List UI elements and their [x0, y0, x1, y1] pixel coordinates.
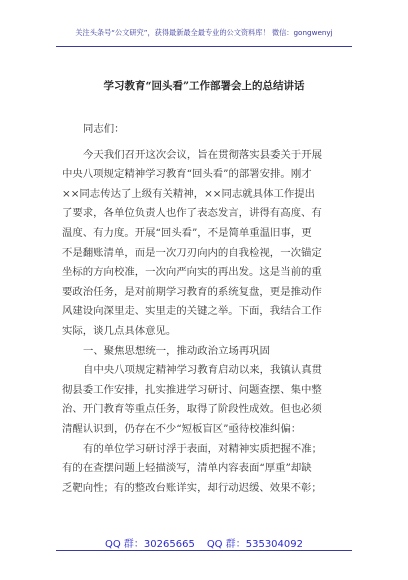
paragraph-line: 治、开门教育等重点任务，取得了阶段性成效。但也必须 — [62, 403, 322, 416]
footer-divider — [56, 550, 352, 551]
paragraph-line: 清醒认识到，仍存在不少“短板盲区”亟待校准纠偏： — [62, 422, 302, 435]
paragraph-line: 乏靶向性；有的整改台账详实，却行动迟缓、效果不彰； — [62, 481, 322, 494]
paragraph-1 — [62, 146, 348, 342]
qq-group-1: QQ 群：30265665 — [104, 539, 195, 550]
paragraph-2 — [62, 361, 348, 439]
paragraph-line: 不是翻账清单，而是一次刀刃向内的自我检视，一次锚定 — [62, 246, 322, 259]
header-divider — [56, 46, 352, 47]
document-title: 学习教育“回头看”工作部署会上的总结讲话 — [103, 80, 305, 92]
section-heading: 一、聚焦思想统一，推动政治立场再巩固 — [83, 344, 271, 357]
paragraph-line: 彻县委工作安排，扎实推进学习研讨、问题查摆、集中整 — [62, 383, 322, 396]
paragraph-line: 要政治任务，是对前期学习教育的系统复盘，更是推动作 — [62, 285, 322, 298]
header-banner: 关注头条号“公文研究”，获得最新最全最专业的公文资料库！ 微信：gongwenyj — [75, 28, 333, 37]
paragraph-line: 了要求，各单位负责人也作了表态发言，讲得有高度、有 — [62, 207, 322, 220]
paragraph-line: 实际，谈几点具体意见。 — [62, 324, 177, 337]
footer-contacts — [0, 535, 408, 550]
paragraph-line: 有的单位学习研讨浮于表面，对精神实质把握不准； — [83, 442, 322, 455]
paragraph-line: 今天我们召开这次会议，旨在贯彻落实县委关于开展 — [83, 148, 322, 161]
paragraph-line: 自中央八项规定精神学习教育启动以来，我镇认真贯 — [83, 364, 322, 377]
paragraph-line: 有的在查摆问题上轻描淡写，清单内容表面“厚重”却缺 — [62, 462, 312, 475]
paragraph-line: 温度、有力度。开展“回头看”，不是简单重温旧事，更 — [62, 226, 312, 239]
paragraph-line: 中央八项规定精神学习教育“回头看”的部署安排。刚才 — [62, 168, 312, 181]
salutation: 同志们： — [83, 123, 125, 135]
qq-group-2: QQ 群：535304092 — [206, 539, 303, 550]
paragraph-3 — [62, 440, 348, 499]
paragraph-line: 坐标的方向校准，一次向严向实的再出发。这是当前的重 — [62, 266, 322, 279]
document-body — [62, 120, 348, 498]
paragraph-line: ××同志传达了上级有关精神，××同志就具体工作提出 — [62, 187, 316, 200]
paragraph-line: 风建设向深里走、实里走的关键之举。下面，我结合工作 — [62, 305, 322, 318]
